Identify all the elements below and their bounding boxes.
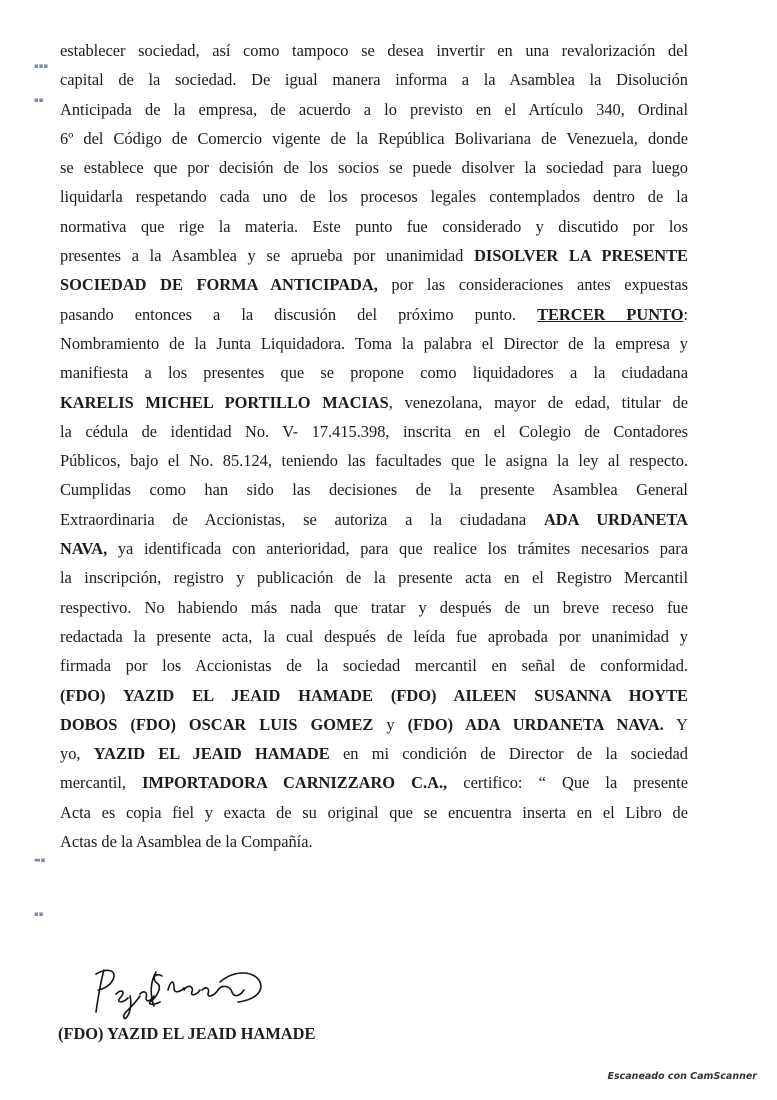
body-text-segment: firmada por los Accionistas de la sociedad mercantil en señal de conformidad. <box>60 656 688 676</box>
body-text-segment: ya identificada con anterioridad, para que realice los trámites necesarios para <box>107 539 688 559</box>
text-line <box>60 475 688 504</box>
body-text-segment: establecer sociedad, así como tampoco se desea invertir en una revalorización del <box>60 41 688 60</box>
text-line <box>60 417 688 446</box>
handwritten-signature-icon <box>70 962 270 1022</box>
bold-text: DISOLVER LA PRESENTE <box>474 246 688 266</box>
body-text-segment: Cumplidas como han sido las decisiones de la presente Asamblea General <box>60 480 688 500</box>
bold-text: SOCIEDAD DE FORMA ANTICIPADA, <box>60 275 378 295</box>
text-line <box>60 388 688 417</box>
body-text-segment: capital de la sociedad. De igual manera informa a la Asamblea la Disolución <box>60 70 688 90</box>
body-text-segment: respectivo. No habiendo más nada que tratar y después de un breve receso fue <box>60 597 688 617</box>
body-text-segment: Anticipada de la empresa, de acuerdo a lo previsto en el Artículo 340, Ordinal <box>60 99 688 119</box>
bold-text: TERCER PUNTO <box>537 304 684 324</box>
bold-text: ADA URDANETA <box>543 509 689 529</box>
text-line <box>60 446 688 475</box>
text-line <box>60 36 688 65</box>
body-text-segment: yo, <box>60 744 94 764</box>
body-text-segment: en mi condición de Director de la sociedad <box>329 744 688 764</box>
body-text-segment: : <box>683 304 689 324</box>
body-text-segment: redactada la presente acta, la cual después de leída fue aprobada por unanimidad y <box>60 626 688 646</box>
margin-stamp-mark: ▪▪▪ <box>34 62 49 70</box>
margin-stamp-mark: ▬▪ <box>34 856 46 864</box>
body-text-segment: mercantil, <box>60 773 143 793</box>
text-line <box>60 95 688 124</box>
signature-caption: (FDO) YAZID EL JEAID HAMADE <box>58 1024 316 1043</box>
body-text-segment: Públicos, bajo el No. 85.124, teniendo las facultades que le asigna la ley al respecto. <box>60 451 688 471</box>
margin-stamp-mark: ▪▪ <box>34 96 44 104</box>
margin-stamp-mark: ▪▪ <box>34 910 44 918</box>
text-line <box>60 534 688 563</box>
body-text-segment: Actas de la Asamblea de la Compañía. <box>60 832 313 852</box>
text-line <box>60 798 688 827</box>
body-text-segment: 6º del Código de Comercio vigente de la República Bolivariana de Venezuela, donde <box>60 128 688 148</box>
bold-text: KARELIS MICHEL PORTILLO MACIAS <box>60 392 389 412</box>
text-line <box>60 241 688 270</box>
text-line <box>60 710 688 739</box>
text-line <box>60 739 688 768</box>
text-line <box>60 505 688 534</box>
body-text-segment: Acta es copia fiel y exacta de su original que se encuentra inserta en el Libro de <box>60 802 688 822</box>
text-line <box>60 300 688 329</box>
body-text-segment: liquidarla respetando cada uno de los procesos legales contemplados dentro de la <box>60 187 688 207</box>
body-text-segment: la cédula de identidad No. V- 17.415.398, inscrita en el Colegio de Contadores <box>60 421 688 441</box>
body-text-segment: manifiesta a los presentes que se propone como liquidadores a la ciudadana <box>60 363 688 383</box>
text-line <box>60 182 688 211</box>
text-line <box>60 768 688 797</box>
text-line <box>60 593 688 622</box>
bold-text: DOBOS (FDO) OSCAR LUIS GOMEZ <box>60 714 374 734</box>
text-line <box>60 65 688 94</box>
text-line <box>60 358 688 387</box>
bold-text: NAVA, <box>60 539 108 559</box>
body-text-segment: Nombramiento de la Junta Liquidadora. Toma la palabra el Director de la empresa y <box>60 333 688 353</box>
document-body <box>60 36 688 856</box>
body-text-segment: normativa que rige la materia. Este punto fue considerado y discutido por los <box>60 216 688 236</box>
body-text-segment: se establece que por decisión de los socios se puede disolver la sociedad para luego <box>60 158 688 178</box>
text-line <box>60 827 688 856</box>
body-text-segment: certifico: “ Que la presente <box>447 773 688 793</box>
text-line <box>60 651 688 680</box>
body-text-segment: por las consideraciones antes expuestas <box>377 275 688 295</box>
text-line <box>60 681 688 710</box>
scanner-watermark: Escaneado con CamScanner <box>607 1071 757 1082</box>
text-line <box>60 329 688 358</box>
bold-text: (FDO) YAZID EL JEAID HAMADE (FDO) AILEEN SUSANNA HOYTE <box>60 685 688 705</box>
body-text-segment: pasando entonces a la discusión del próximo punto. <box>60 304 538 324</box>
body-text-segment: presentes a la Asamblea y se aprueba por unanimidad <box>60 246 475 266</box>
text-line <box>60 563 688 592</box>
text-line <box>60 124 688 153</box>
text-line <box>60 622 688 651</box>
text-line <box>60 212 688 241</box>
text-line <box>60 270 688 299</box>
body-text-segment: la inscripción, registro y publicación de la presente acta en el Registro Mercantil <box>60 568 688 588</box>
body-text-segment: Y <box>663 714 689 734</box>
body-text-segment: , venezolana, mayor de edad, titular de <box>388 392 688 412</box>
bold-text: YAZID EL JEAID HAMADE <box>93 744 330 764</box>
body-text-segment: y <box>373 714 408 734</box>
bold-text: IMPORTADORA CARNIZZARO C.A., <box>142 773 448 793</box>
body-text-segment: Extraordinaria de Accionistas, se autoriza a la ciudadana <box>60 509 544 529</box>
bold-text: (FDO) ADA URDANETA NAVA. <box>407 714 664 734</box>
text-line <box>60 153 688 182</box>
